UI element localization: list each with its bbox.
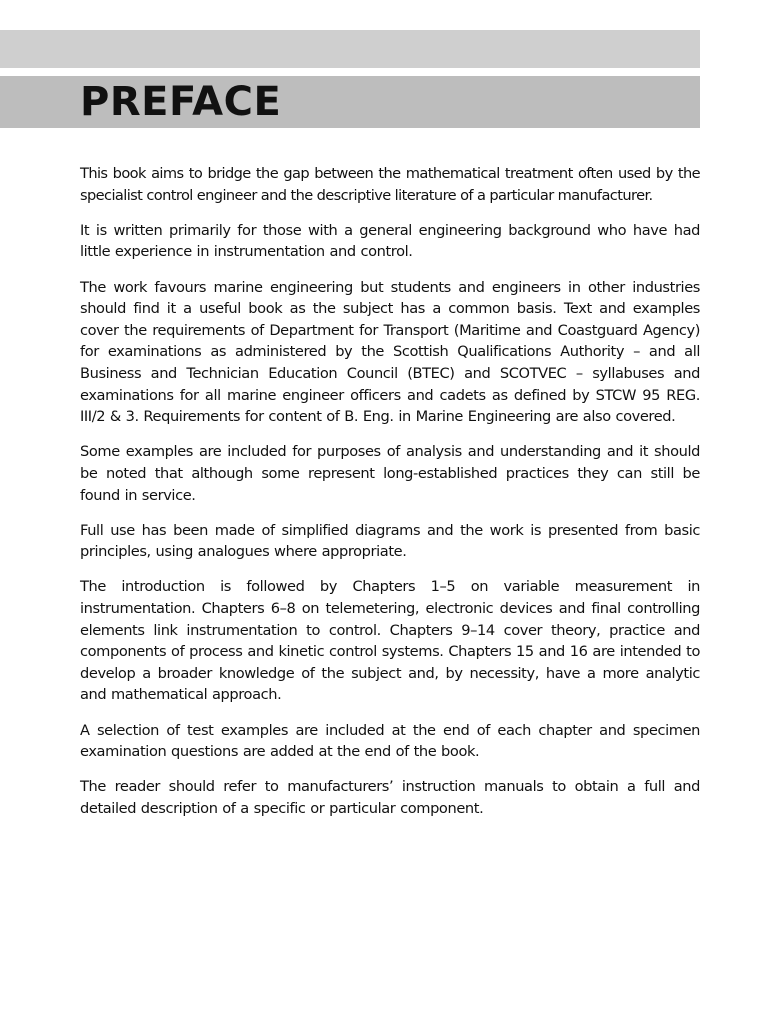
header-decorative-band bbox=[0, 30, 700, 68]
preface-paragraph: Some examples are included for purposes of analysis and understanding and it should be noted that although some represent long-established practices they can still be found in service. bbox=[80, 443, 700, 504]
preface-paragraph: It is written primarily for those with a general engineering background who have had little experience in instrumentation and control. bbox=[80, 221, 700, 261]
preface-paragraph: A selection of test examples are included at the end of each chapter and specimen examination questions are added at the end of the book. bbox=[80, 721, 700, 761]
page-title: PREFACE bbox=[80, 79, 282, 125]
preface-paragraph: The introduction is followed by Chapters 1–5 on variable measurement in instrumentation. Chapters 6–8 on telemetering, electronic devices and final controlling elements link instrumentation to control. Chapters 9–14 cover theory, practice and components of process and kinetic control systems. Chapters 15 and 16 are intended to develop a broader knowledge of the subject and, by necessity, have a more analytic and mathematical approach. bbox=[80, 578, 700, 704]
preface-paragraph: Full use has been made of simplified diagrams and the work is presented from basic principles, using analogues where appropriate. bbox=[80, 521, 700, 561]
preface-paragraph: The reader should refer to manufacturers’ instruction manuals to obtain a full and detailed description of a specific or particular component. bbox=[80, 778, 700, 817]
preface-body bbox=[80, 163, 700, 833]
preface-paragraph: This book aims to bridge the gap between the mathematical treatment often used by the specialist control engineer and the descriptive literature of a particular manufacturer. bbox=[80, 165, 700, 204]
preface-paragraph: The work favours marine engineering but students and engineers in other industries should find it a useful book as the subject has a common basis. Text and examples cover the requirements of Department for Transport (Maritime and Coastguard Agency) for examinations as administered by the Scottish Qualifications Authority – and all Business and Technician Education Council (BTEC) and SCOTVEC – syllabuses and examinations for all marine engineer officers and cadets as defined by STCW 95 REG. III/2 & 3. Requirements for content of B. Eng. in Marine Engineering are also covered. bbox=[80, 278, 700, 426]
